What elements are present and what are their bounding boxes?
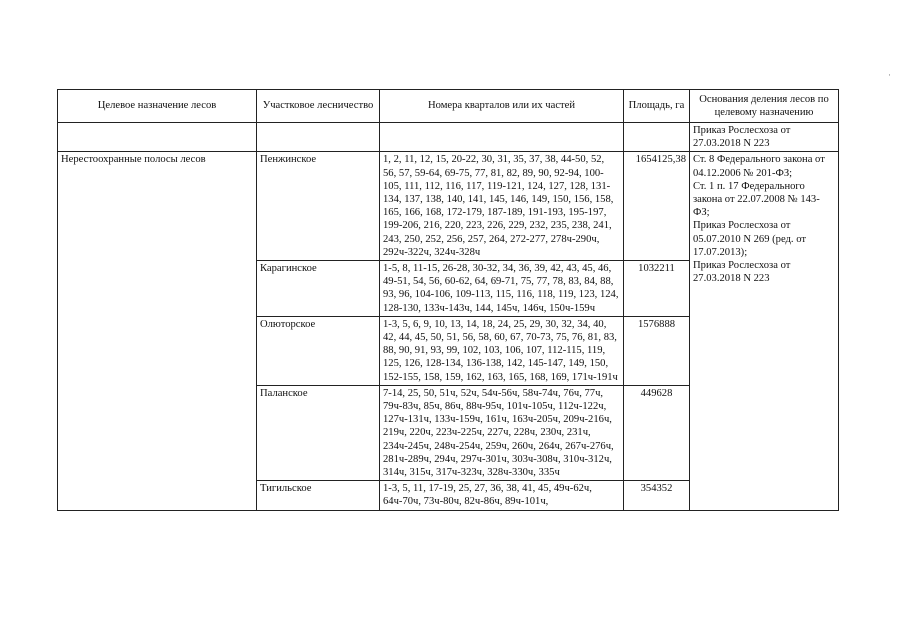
district-cell: Олюторское <box>257 316 380 385</box>
quarters-cell: 1-5, 8, 11-15, 26-28, 30-32, 34, 36, 39, 42, 43, 45, 46, 49-51, 54, 56, 60-62, 64, 69-71, 75, 77, 78, 83, 84, 88, 93, 96, 104-106, 109-113, 115, 116, 118, 119, 123, 124, 128-130, 133ч-143ч, 144, 145ч, 146ч, 150ч-159ч <box>380 261 624 317</box>
area-cell: 1654125,38 <box>624 152 690 261</box>
district-cell: Тигильское <box>257 481 380 510</box>
table-header-row <box>58 90 839 123</box>
cont-area-cell <box>624 123 690 152</box>
continuation-row <box>58 123 839 152</box>
cont-district-cell <box>257 123 380 152</box>
basis-line: Ст. 1 п. 17 Федерального закона от 22.07.2008 № 143-ФЗ; <box>693 180 820 219</box>
area-cell: 449628 <box>624 385 690 480</box>
quarters-cell: 1-3, 5, 6, 9, 10, 13, 14, 18, 24, 25, 29, 30, 32, 34, 40, 42, 44, 45, 50, 51, 56, 58, 60, 67, 70-73, 75, 76, 81, 83, 88, 90, 91, 93, 99, 102, 103, 106, 107, 112-115, 119, 125, 126, 128-134, 136-138, 142, 145-147, 149, 150, 152-155, 158, 159, 162, 163, 165, 168, 169, 171ч-191ч <box>380 316 624 385</box>
area-cell: 1032211 <box>624 261 690 317</box>
table-row <box>58 152 839 261</box>
district-cell: Паланское <box>257 385 380 480</box>
quarters-cell: 1, 2, 11, 12, 15, 20-22, 30, 31, 35, 37, 38, 44-50, 52, 56, 57, 59-64, 69-75, 77, 81, 82, 89, 90, 92-94, 100-105, 111, 112, 116, 117, 119-121, 124, 127, 128, 131-134, 137, 138, 140, 141, 145, 146, 149, 150, 156, 158, 165, 166, 168, 172-179, 187-189, 191-193, 195-197, 199-206, 216, 220, 223, 226, 229, 232, 235, 238, 241, 243, 250, 252, 256, 257, 264, 272-277, 278ч-290ч, 292ч-322ч, 324ч-328ч <box>380 152 624 261</box>
purpose-cell: Нерестоохранные полосы лесов <box>58 152 257 510</box>
header-purpose: Целевое назначение лесов <box>58 90 257 123</box>
basis-cell <box>690 152 839 510</box>
district-cell: Карагинское <box>257 261 380 317</box>
header-basis: Основания деления лесов по целевому назначению <box>690 90 839 123</box>
quarters-cell: 1-3, 5, 11, 17-19, 25, 27, 36, 38, 41, 45, 49ч-62ч, 64ч-70ч, 73ч-80ч, 82ч-86ч, 89ч-101ч, <box>380 481 624 510</box>
header-district: Участковое лесничество <box>257 90 380 123</box>
basis-line: Ст. 8 Федерального закона от 04.12.2006 № 201-ФЗ; <box>693 154 825 179</box>
header-quarters: Номера кварталов или их частей <box>380 90 624 123</box>
forest-purpose-table <box>57 89 839 511</box>
area-cell: 1576888 <box>624 316 690 385</box>
basis-line: Приказ Рослесхоза от 27.03.2018 N 223 <box>693 260 791 285</box>
header-area: Площадь, га <box>624 90 690 123</box>
cont-quarters-cell <box>380 123 624 152</box>
area-cell: 354352 <box>624 481 690 510</box>
page-edge-mark: · <box>888 70 891 80</box>
cont-purpose-cell <box>58 123 257 152</box>
district-cell: Пенжинское <box>257 152 380 261</box>
cont-basis-cell: Приказ Рослесхоза от 27.03.2018 N 223 <box>690 123 839 152</box>
quarters-cell: 7-14, 25, 50, 51ч, 52ч, 54ч-56ч, 58ч-74ч, 76ч, 77ч, 79ч-83ч, 85ч, 86ч, 88ч-95ч, 101ч-105ч, 112ч-122ч, 127ч-131ч, 133ч-159ч, 161ч, 163ч-205ч, 209ч-216ч, 219ч, 220ч, 223ч-225ч, 227ч, 228ч, 230ч, 231ч, 234ч-245ч, 248ч-254ч, 259ч, 260ч, 264ч, 267ч-276ч, 281ч-289ч, 294ч, 297ч-301ч, 303ч-308ч, 310ч-312ч, 314ч, 315ч, 317ч-323ч, 328ч-330ч, 335ч <box>380 385 624 480</box>
basis-line: Приказ Рослесхоза от 05.07.2010 N 269 (ред. от 17.07.2013); <box>693 220 807 258</box>
